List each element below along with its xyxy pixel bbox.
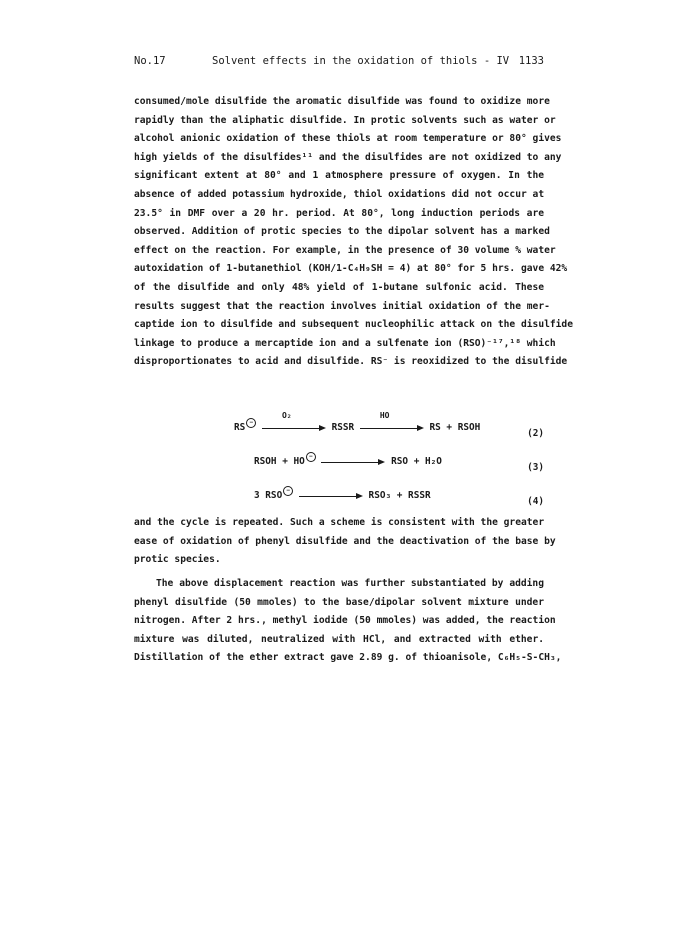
text-line: 23.5° in DMF over a 20 hr. period. At 80°, long induction periods are	[134, 207, 544, 219]
running-title: Solvent effects in the oxidation of thiols - IV	[212, 55, 510, 67]
text-line: disproportionates to acid and disulfide. RS⁻ is reoxidized to the disulfide	[134, 356, 568, 368]
equation-2-lhs: RS	[234, 422, 246, 433]
text-line: autoxidation of 1-butanethiol (KOH/1-C₄H₉SH = 4) at 80° for 5 hrs. gave 42%	[134, 263, 568, 275]
text-line: phenyl disulfide (50 mmoles) to the base/dipolar solvent mixture under	[134, 596, 544, 608]
equation-2-arrow2-label: HO	[379, 410, 390, 420]
minus-charge-icon: −	[246, 418, 256, 428]
equation-3-lhs: RSOH + HO	[254, 456, 305, 467]
paragraph-3	[134, 575, 562, 668]
paragraph-2	[134, 514, 556, 570]
equation-2-number: (2)	[527, 428, 544, 439]
reaction-arrow-icon	[321, 457, 385, 467]
reaction-arrow-icon	[360, 410, 424, 433]
equation-3	[134, 452, 544, 476]
text-line: alcohol anionic oxidation of these thiols at room temperature or 80° gives	[134, 133, 562, 145]
equation-2-arrow1-label: O₂	[281, 410, 292, 420]
text-line: of the disulfide and only 48% yield of 1-butane sulfonic acid. These	[134, 281, 544, 293]
text-line: significant extent at 80° and 1 atmosphere pressure of oxygen. In the	[134, 170, 544, 182]
text-line: effect on the reaction. For example, in the presence of 30 volume % water	[134, 244, 556, 256]
running-header	[134, 55, 544, 71]
text-line: results suggest that the reaction involves initial oxidation of the mer-	[134, 300, 550, 312]
equation-4-number: (4)	[527, 496, 544, 507]
text-line: high yields of the disulfides¹¹ and the disulfides are not oxidized to any	[134, 151, 562, 163]
text-line: protic species.	[134, 554, 221, 566]
text-line: rapidly than the aliphatic disulfide. In protic solvents such as water or	[134, 114, 556, 126]
equation-3-number: (3)	[527, 462, 544, 473]
text-line: absence of added potassium hydroxide, thiol oxidations did not occur at	[134, 188, 545, 200]
minus-charge-icon: −	[306, 452, 316, 462]
text-line: and the cycle is repeated. Such a scheme is consistent with the greater	[134, 517, 545, 528]
text-line: captide ion to disulfide and subsequent nucleophilic attack on the disulfide	[134, 319, 573, 331]
reaction-arrow-icon	[262, 410, 326, 433]
text-line: Distillation of the ether extract gave 2.89 g. of thioanisole, C₆H₅-S-CH₃,	[134, 652, 562, 664]
equation-4	[134, 486, 544, 510]
text-line: linkage to produce a mercaptide ion and a sulfenate ion (RSO)⁻¹⁷,¹⁸ which	[134, 337, 556, 349]
reaction-arrow-icon	[299, 491, 363, 501]
paragraph-1	[134, 93, 573, 372]
equation-2-mid: RSSR	[331, 422, 355, 433]
equation-3-rhs: RSO + H₂O	[391, 456, 442, 467]
journal-issue: No.17	[134, 55, 166, 67]
text-line: The above displacement reaction was further substantiated by adding	[156, 578, 544, 589]
text-line: mixture was diluted, neutralized with HCl, and extracted with ether.	[134, 633, 544, 645]
text-line: observed. Addition of protic species to the dipolar solvent has a marked	[134, 226, 550, 238]
minus-charge-icon: −	[283, 486, 293, 496]
equation-4-lhs: 3 RSO	[254, 490, 283, 501]
equation-4-rhs: RSO₃ + RSSR	[368, 490, 431, 501]
equation-2	[134, 410, 544, 442]
text-line: nitrogen. After 2 hrs., methyl iodide (50 mmoles) was added, the reaction	[134, 615, 556, 627]
text-line: ease of oxidation of phenyl disulfide and the deactivation of the base by	[134, 535, 556, 547]
equation-2-rhs: RS + RSOH	[429, 422, 481, 433]
text-line: consumed/mole disulfide the aromatic disulfide was found to oxidize more	[134, 96, 550, 107]
page-number: 1133	[518, 55, 544, 67]
